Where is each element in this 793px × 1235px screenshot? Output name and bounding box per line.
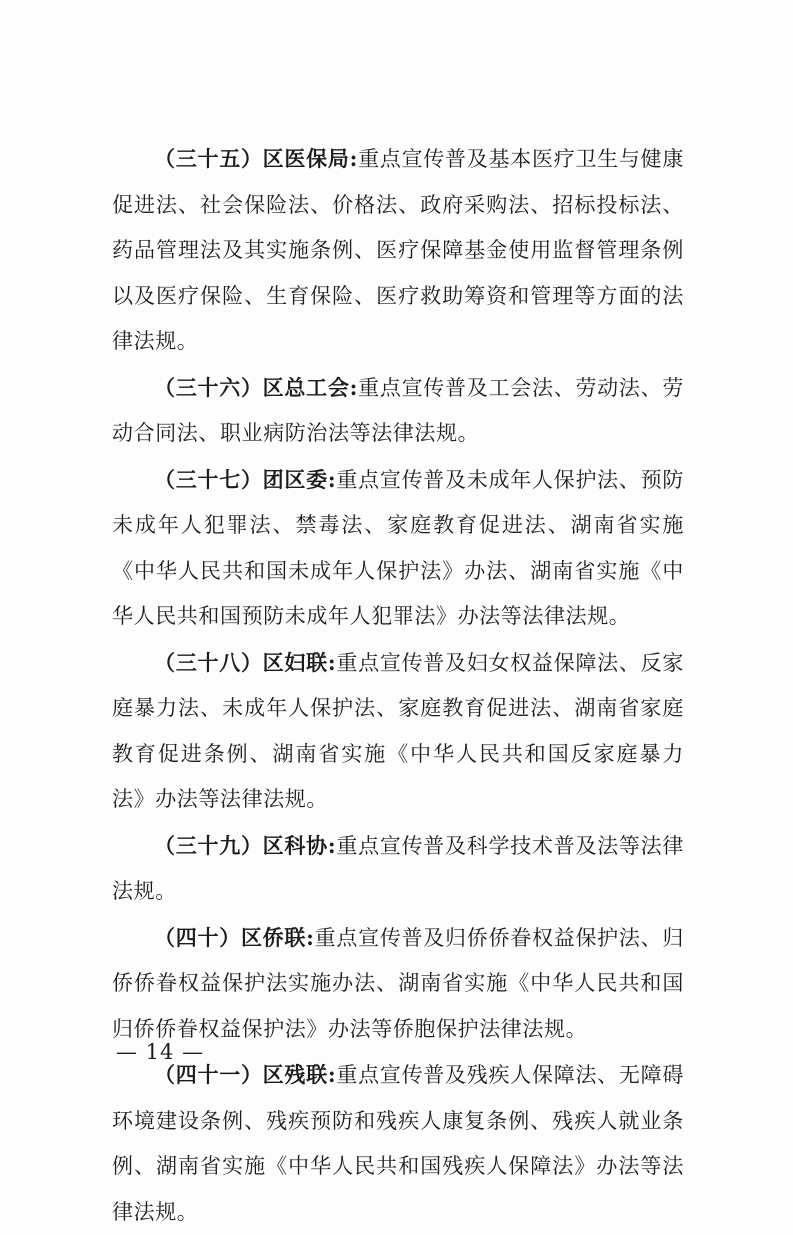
paragraph-text: 重点宣传普及妇女权益保障法、反家庭暴力法、未成年人保护法、家庭教育促进法、湖南省家庭教育促进条例、湖南省实施《中华人民共和国反家庭暴力法》办法等法律法规。: [112, 650, 684, 811]
paragraph-text: 重点宣传普及未成年人保护法、预防未成年人犯罪法、禁毒法、家庭教育促进法、湖南省实施《中华人民共和国未成年人保护法》办法、湖南省实施《中华人民共和国预防未成年人犯罪法》办法等法律法规。: [112, 467, 684, 628]
paragraph-lead: （三十七）团区委:: [154, 466, 337, 492]
paragraph-womens-federation: [112, 640, 684, 823]
page-number: — 14 —: [116, 1040, 205, 1064]
paragraph-medical-insurance-bureau: [112, 136, 684, 365]
paragraph-trade-union: [112, 365, 684, 457]
paragraph-text: 重点宣传普及归侨侨眷权益保护法、归侨侨眷权益保护法实施办法、湖南省实施《中华人民共和国归侨侨眷权益保护法》办法等侨胞保护法律法规。: [112, 925, 684, 1041]
paragraph-disabled-persons-federation: [112, 1052, 684, 1235]
paragraph-lead: （三十六）区总工会:: [154, 374, 358, 400]
paragraph-lead: （四十一）区残联:: [154, 1062, 337, 1087]
paragraph-lead: （四十）区侨联:: [154, 924, 315, 950]
paragraph-text: 重点宣传普及残疾人保障法、无障碍环境建设条例、残疾预防和残疾人康复条例、残疾人就业条例、湖南省实施《中华人民共和国残疾人保障法》办法等法律法规。: [112, 1063, 684, 1224]
paragraph-youth-league: [112, 457, 684, 640]
document-body: [112, 136, 684, 1235]
paragraph-science-association: [112, 823, 684, 915]
paragraph-text: 重点宣传普及基本医疗卫生与健康促进法、社会保险法、价格法、政府采购法、招标投标法、药品管理法及其实施条例、医疗保障基金使用监督管理条例以及医疗保险、生育保险、医疗救助筹资和管理等方面的法律法规。: [112, 147, 684, 353]
paragraph-text: 重点宣传普及工会法、劳动法、劳动合同法、职业病防治法等法律法规。: [112, 375, 684, 445]
paragraph-lead: （三十五）区医保局:: [154, 146, 358, 171]
paragraph-lead: （三十九）区科协:: [154, 832, 337, 858]
paragraph-lead: （三十八）区妇联:: [154, 649, 337, 675]
paragraph-overseas-chinese-federation: [112, 915, 684, 1053]
paragraph-text: 重点宣传普及科学技术普及法等法律法规。: [112, 833, 684, 903]
